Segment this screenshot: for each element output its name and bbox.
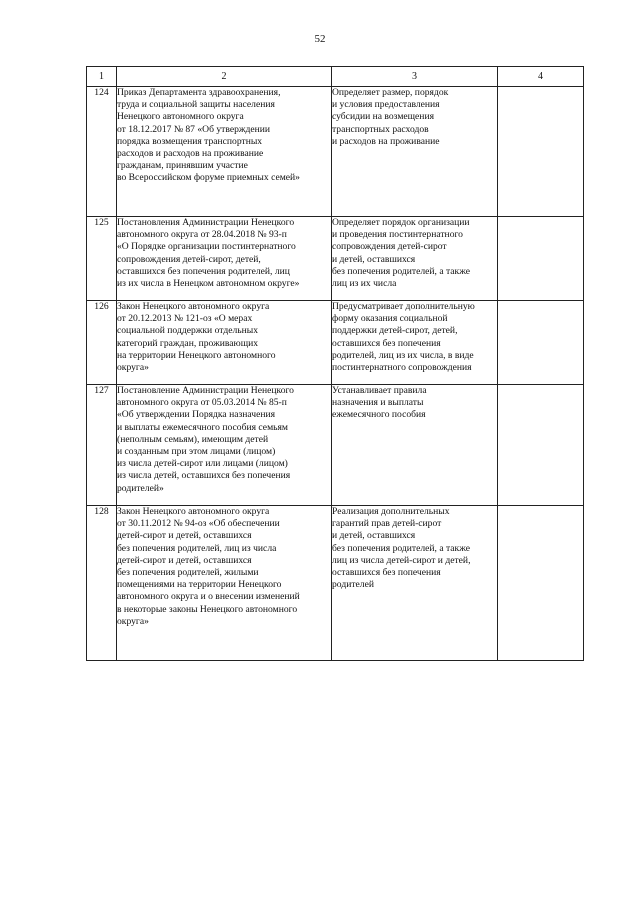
note-cell — [498, 385, 584, 506]
document-line: категорий граждан, проживающих — [117, 337, 259, 349]
description-line: оставшихся без попечения — [332, 567, 441, 579]
document-line: (неполным семьям), имеющим детей — [117, 433, 269, 445]
column-header-2: 2 — [117, 67, 332, 87]
document-line: на территории Ненецкого автономного — [117, 349, 276, 361]
description-line: и детей, оставшихся — [332, 253, 416, 265]
note-cell — [498, 87, 584, 217]
description-line: Определяет порядок организации — [332, 217, 470, 228]
note-cell — [498, 301, 584, 385]
description-line: лиц из их числа — [332, 278, 397, 290]
description-line: гарантий прав детей-сирот — [332, 518, 442, 530]
description-line: постинтернатного сопровождения — [332, 362, 472, 374]
document-line: детей-сирот и детей, оставшихся — [117, 530, 252, 542]
description-line: Определяет размер, порядок — [332, 87, 449, 98]
document-cell — [117, 385, 332, 506]
document-line: без попечения родителей, лиц из числа — [117, 542, 277, 554]
description-line: оставшихся без попечения — [332, 337, 441, 349]
document-line: без попечения родителей, жилыми — [117, 567, 259, 579]
document-line: округа» — [117, 362, 149, 374]
description-line: и условия предоставления — [332, 99, 440, 111]
document-line: труда и социальной защиты населения — [117, 99, 275, 111]
column-header-1: 1 — [87, 67, 117, 87]
description-line: и детей, оставшихся — [332, 530, 416, 542]
document-line: автономного округа и о внесении изменений — [117, 591, 300, 603]
document-line: и созданным при этом лицами (лицом) — [117, 446, 276, 458]
description-line: назначения и выплаты — [332, 397, 424, 409]
description-line: субсидии на возмещения — [332, 111, 434, 123]
document-line: Постановление Администрации Ненецкого — [117, 385, 294, 396]
note-cell — [498, 506, 584, 661]
document-line: от 20.12.2013 № 121-оз «О мерах — [117, 313, 253, 325]
document-line: из их числа в Ненецком автономном округе» — [117, 278, 300, 290]
description-line: транспортных расходов — [332, 123, 429, 135]
description-line: и проведения постинтернатного — [332, 229, 463, 241]
description-line: ежемесячного пособия — [332, 409, 426, 421]
column-header-3: 3 — [332, 67, 498, 87]
document-line: автономного округа от 05.03.2014 № 85-п — [117, 397, 287, 409]
document-line: во Всероссийском форуме приемных семей» — [117, 172, 300, 184]
document-line: родителей» — [117, 482, 164, 494]
document-line: из числа детей, оставшихся без попечения — [117, 470, 291, 482]
description-line: сопровождения детей-сирот — [332, 241, 447, 253]
document-line: расходов и расходов на проживание — [117, 148, 264, 160]
description-line: лиц из числа детей-сирот и детей, — [332, 554, 471, 566]
description-cell — [332, 385, 498, 506]
document-line: округа» — [117, 615, 149, 627]
document-line: из числа детей-сирот или лицами (лицом) — [117, 458, 288, 470]
document-line: от 30.11.2012 № 94-оз «Об обеспечении — [117, 518, 280, 530]
row-number: 128 — [87, 506, 117, 661]
description-cell — [332, 506, 498, 661]
document-line: Ненецкого автономного округа — [117, 111, 244, 123]
document-line: и выплаты ежемесячного пособия семьям — [117, 421, 288, 433]
table-row — [87, 301, 584, 385]
description-cell — [332, 217, 498, 301]
column-header-4: 4 — [498, 67, 584, 87]
document-line: помещениями на территории Ненецкого — [117, 579, 282, 591]
description-line: и расходов на проживание — [332, 135, 440, 147]
row-number: 127 — [87, 385, 117, 506]
table-row — [87, 385, 584, 506]
description-line: Реализация дополнительных — [332, 506, 450, 517]
description-line: без попечения родителей, а также — [332, 265, 470, 277]
document-cell — [117, 506, 332, 661]
description-cell — [332, 301, 498, 385]
document-line: Закон Ненецкого автономного округа — [117, 301, 270, 312]
description-line: Устанавливает правила — [332, 385, 427, 396]
document-table — [86, 66, 584, 661]
page-number: 52 — [314, 33, 326, 45]
document-line: в некоторые законы Ненецкого автономного — [117, 603, 298, 615]
description-line: родителей, лиц из их числа, в виде — [332, 349, 474, 361]
row-number: 126 — [87, 301, 117, 385]
table-row — [87, 506, 584, 661]
description-cell — [332, 87, 498, 217]
document-line: автономного округа от 28.04.2018 № 93-п — [117, 229, 287, 241]
description-line: родителей — [332, 579, 374, 591]
table-row — [87, 217, 584, 301]
table-row — [87, 87, 584, 217]
document-line: Приказ Департамента здравоохранения, — [117, 87, 281, 98]
document-line: социальной поддержки отдельных — [117, 325, 259, 337]
description-line: без попечения родителей, а также — [332, 542, 470, 554]
document-line: «О Порядке организации постинтернатного — [117, 241, 296, 253]
row-number: 124 — [87, 87, 117, 217]
document-line: гражданам, принявшим участие — [117, 160, 248, 172]
note-cell — [498, 217, 584, 301]
document-cell — [117, 87, 332, 217]
description-line: Предусматривает дополнительную — [332, 301, 475, 312]
document-cell — [117, 301, 332, 385]
table-header-row — [87, 67, 584, 87]
document-cell — [117, 217, 332, 301]
description-line: поддержки детей-сирот, детей, — [332, 325, 458, 337]
row-number: 125 — [87, 217, 117, 301]
document-line: сопровождения детей-сирот, детей, — [117, 253, 261, 265]
document-line: от 18.12.2017 № 87 «Об утверждении — [117, 123, 271, 135]
document-line: «Об утверждении Порядка назначения — [117, 409, 276, 421]
document-line: Закон Ненецкого автономного округа — [117, 506, 270, 517]
document-line: порядка возмещения транспортных — [117, 135, 263, 147]
document-line: оставшихся без попечения родителей, лиц — [117, 265, 290, 277]
document-line: детей-сирот и детей, оставшихся — [117, 554, 252, 566]
description-line: форму оказания социальной — [332, 313, 448, 325]
document-line: Постановления Администрации Ненецкого — [117, 217, 295, 228]
